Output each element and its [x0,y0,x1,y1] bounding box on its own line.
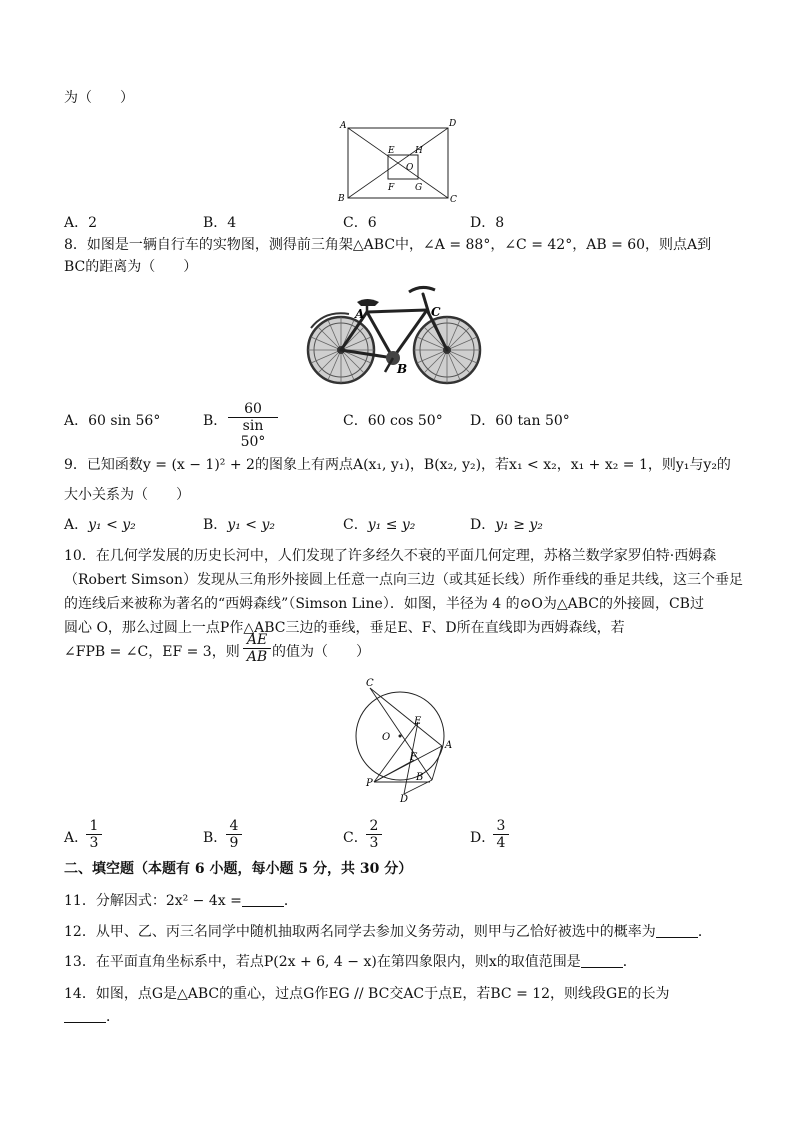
q10-option-c-fraction[interactable]: $\frac{2}{3}$ [366,818,382,851]
q8-label-A: A [355,307,365,321]
q7-stem-tail: 为（ ） [64,90,134,106]
q8-option-c[interactable]: C．60 cos 50° [343,413,443,429]
q10-option-b-fraction[interactable]: $\frac{4}{9}$ [226,818,242,851]
q7-label-B: B [338,194,345,204]
q13-stem: 13．在平面直角坐标系中，若点P(2x + 6, 4 − x)在第四象限内，则x的取值范围是 ． [64,954,637,970]
q7-label-F: F [388,183,395,193]
q10-option-c-label[interactable]: C． [343,830,368,846]
q8-bicycle-figure [305,280,485,396]
q7-label-A: A [340,121,347,131]
q7-option-a[interactable]: A．2 [64,215,98,231]
q10-simson-line-figure [352,676,460,808]
q9-option-b[interactable]: B．y₁ < y₂ [203,517,275,533]
q8-label-B: B [397,362,408,376]
q7-option-c[interactable]: C．6 [343,215,377,231]
q14-answer-blank[interactable] [64,1008,106,1023]
q10-option-b-label[interactable]: B． [203,830,228,846]
q8-option-b-label[interactable]: B． [203,413,228,429]
q13-answer-blank[interactable] [581,953,623,968]
q12-answer-blank[interactable] [656,923,698,938]
q7-rectangle-figure [336,118,462,204]
q10-stem-line1: 10．在几何学发展的历史长河中，人们发现了许多经久不衰的平面几何定理，苏格兰数学家罗伯特·西姆森 [64,548,717,564]
q10-option-d-label[interactable]: D． [470,830,496,846]
q9-stem-line1: 9．已知函数y = (x − 1)² + 2的图象上有两点A(x₁, y₁)，B(x₂, y₂)，若x₁ < x₂，x₁ + x₂ = 1，则y₁与y₂的 [64,457,731,473]
q8-option-a[interactable]: A．60 sin 56° [64,413,161,429]
q10-ratio-fraction: $\frac{AE}{AB}$ [243,632,271,665]
q9-option-d[interactable]: D．y₁ ≥ y₂ [470,517,543,533]
q8-label-C: C [431,305,441,319]
q9-stem-line2: 大小关系为（ ） [64,487,190,503]
q10-label-A: A [445,740,453,751]
q9-option-c[interactable]: C．y₁ ≤ y₂ [343,517,416,533]
q7-option-b[interactable]: B．4 [203,215,237,231]
q10-stem-line3: 的连线后来被称为著名的“西姆森线”（Simson Line）．如图，半径为 4 的⊙O为△ABC的外接圆，CB过 [64,596,704,612]
q9-option-a[interactable]: A．y₁ < y₂ [64,517,136,533]
q10-stem-line4: 圆心 O，那么过圆上一点P作△ABC三边的垂线，垂足E、F、D所在直线即为西姆森线，若 [64,620,625,636]
q10-label-P: P [366,778,373,789]
q7-label-H: H [415,146,423,156]
q10-label-F: F [410,752,417,763]
q14-stem-line2: ． [64,1008,120,1026]
q7-label-E: E [388,146,395,156]
section2-title: 二、填空题（本题有 6 小题，每小题 5 分，共 30 分） [64,861,413,877]
q7-option-d[interactable]: D．8 [470,215,505,231]
q10-label-B: B [416,772,424,783]
q14-stem-line1: 14．如图，点G是△ABC的重心，过点G作EG // BC交AC于点E，若BC = 12，则线段GE的长为 [64,986,670,1002]
q10-label-O: O [382,732,391,743]
q8-option-d[interactable]: D．60 tan 50° [470,413,570,429]
q8-stem-line2: BC的距离为（ ） [64,259,198,275]
q7-label-O: O [406,163,414,173]
q10-label-E: E [414,716,422,727]
q11-stem: 11．分解因式：2x² − 4x = ． [64,893,298,909]
q10-option-a-fraction[interactable]: $\frac{1}{3}$ [86,818,102,851]
q7-label-C: C [450,195,457,205]
q10-stem-line2: （Robert Simson）发现从三角形外接圆上任意一点向三边（或其延长线）所作垂线的垂足共线，这三个垂足 [64,572,743,588]
q8-stem-line1: 8．如图是一辆自行车的实物图，测得前三角架△ABC中，∠A = 88°，∠C = 42°，AB = 60，则点A到 [64,237,712,253]
q10-stem-line5-post: 的值为（ ） [272,644,370,660]
q10-option-d-fraction[interactable]: $\frac{3}{4}$ [493,818,509,851]
q12-stem: 12．从甲、乙、丙三名同学中随机抽取两名同学去参加义务劳动，则甲与乙恰好被选中的概率为 ． [64,924,712,940]
q11-answer-blank[interactable] [242,892,284,907]
q10-label-C: C [366,678,374,689]
q7-label-G: G [415,183,423,193]
q10-stem-line5-pre: ∠FPB = ∠C，EF = 3，则 [64,644,240,660]
q10-option-a-label[interactable]: A． [64,830,89,846]
q8-option-b-fraction[interactable]: $\frac{60}{\sin 50^\circ}$ [228,401,278,450]
q10-label-D: D [400,794,409,805]
q7-label-D: D [449,119,457,129]
